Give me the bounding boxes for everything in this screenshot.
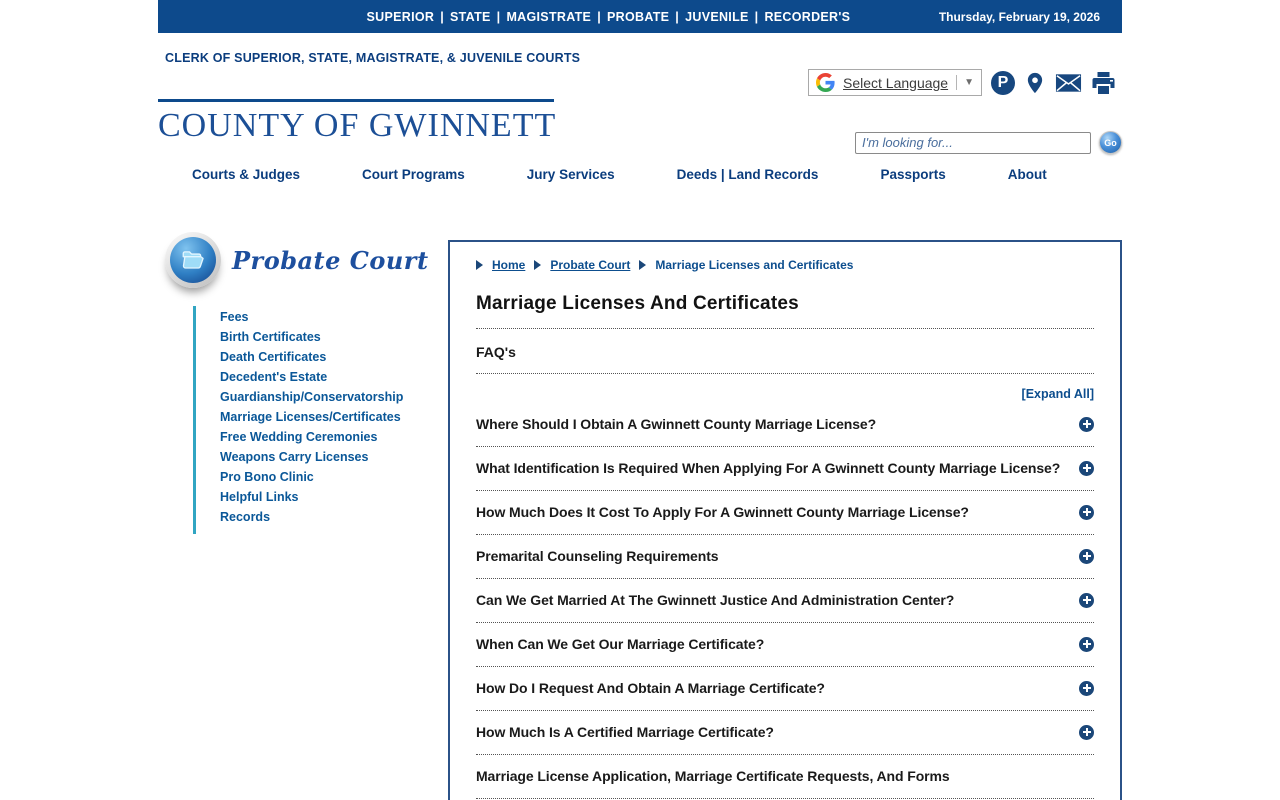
faq-question: How Do I Request And Obtain A Marriage Certificate? xyxy=(476,680,825,696)
expand-plus-icon[interactable] xyxy=(1079,681,1094,696)
link-state-court[interactable]: STATE xyxy=(450,9,491,24)
header-divider xyxy=(158,99,554,102)
sidebar-item-fees[interactable]: Fees xyxy=(220,310,249,324)
expand-plus-icon[interactable] xyxy=(1079,549,1094,564)
faq-row[interactable] xyxy=(476,623,1094,667)
section-divider xyxy=(476,373,1094,374)
faq-question: Where Should I Obtain A Gwinnett County Marriage License? xyxy=(476,416,877,432)
faq-row[interactable] xyxy=(476,579,1094,623)
link-magistrate-court[interactable]: MAGISTRATE xyxy=(506,9,592,24)
faq-section-label: FAQ's xyxy=(476,344,516,360)
language-dropdown-arrow-icon[interactable]: ▼ xyxy=(956,75,981,90)
faq-row[interactable] xyxy=(476,403,1094,447)
faq-question: Marriage License Application, Marriage Certificate Requests, And Forms xyxy=(476,768,950,784)
link-separator: | xyxy=(597,9,601,24)
nav-jury-services[interactable]: Jury Services xyxy=(526,167,615,182)
top-bar xyxy=(158,0,1122,33)
link-juvenile-court[interactable]: JUVENILE xyxy=(685,9,749,24)
location-pin-icon[interactable] xyxy=(1024,71,1046,95)
court-links xyxy=(158,10,939,24)
link-recorders-court[interactable]: RECORDER'S xyxy=(764,9,851,24)
link-separator: | xyxy=(440,9,445,24)
link-superior-court[interactable]: SUPERIOR xyxy=(366,9,435,24)
sidebar-item-guardianship-conservatorship[interactable]: Guardianship/Conservatorship xyxy=(220,390,404,404)
nav-deeds-land-records[interactable]: Deeds | Land Records xyxy=(676,167,819,182)
main-panel xyxy=(448,240,1122,800)
sidebar-item-decedents-estate[interactable]: Decedent's Estate xyxy=(220,370,328,384)
breadcrumb-arrow-icon xyxy=(534,260,541,270)
sidebar-item-weapons-carry-licenses[interactable]: Weapons Carry Licenses xyxy=(220,450,369,464)
sidebar-item-birth-certificates[interactable]: Birth Certificates xyxy=(220,330,321,344)
faq-question: When Can We Get Our Marriage Certificate? xyxy=(476,636,765,652)
breadcrumb-current-page: Marriage Licenses and Certificates xyxy=(655,258,854,272)
select-language-link[interactable]: Select Language xyxy=(843,74,949,91)
nav-about[interactable]: About xyxy=(1007,167,1047,182)
sidebar-section-title: Probate Court xyxy=(232,245,429,275)
link-separator: | xyxy=(496,9,501,24)
nav-court-programs[interactable]: Court Programs xyxy=(362,167,465,182)
expand-all-row xyxy=(476,385,1094,403)
faq-question: How Much Is A Certified Marriage Certificate? xyxy=(476,724,774,740)
faq-row[interactable] xyxy=(476,491,1094,535)
expand-plus-icon[interactable] xyxy=(1079,725,1094,740)
expand-plus-icon[interactable] xyxy=(1079,637,1094,652)
clerk-tagline: CLERK OF SUPERIOR, STATE, MAGISTRATE, & JUVENILE COURTS xyxy=(165,51,581,65)
site-search xyxy=(855,131,1122,154)
google-logo-icon xyxy=(816,73,835,92)
header-utility-row xyxy=(808,69,1116,96)
email-icon[interactable] xyxy=(1055,72,1082,94)
link-probate-court[interactable]: PROBATE xyxy=(607,9,670,24)
print-icon[interactable] xyxy=(1091,71,1116,95)
faq-question: How Much Does It Cost To Apply For A Gwinnett County Marriage License? xyxy=(476,504,969,520)
nav-courts-judges[interactable]: Courts & Judges xyxy=(192,167,301,182)
sidebar-item-helpful-links[interactable]: Helpful Links xyxy=(220,490,299,504)
main-navigation xyxy=(158,167,1122,182)
site-header xyxy=(158,33,1122,148)
faq-row[interactable] xyxy=(476,447,1094,491)
parking-icon[interactable]: P xyxy=(991,71,1015,95)
breadcrumb-probate-court[interactable]: Probate Court xyxy=(550,258,631,272)
expand-plus-icon[interactable] xyxy=(1079,505,1094,520)
faq-row[interactable] xyxy=(476,667,1094,711)
sidebar-item-pro-bono-clinic[interactable]: Pro Bono Clinic xyxy=(220,470,314,484)
section-divider xyxy=(476,328,1094,329)
search-go-button[interactable]: Go xyxy=(1099,131,1122,154)
sidebar-menu xyxy=(193,306,448,534)
link-separator: | xyxy=(754,9,759,24)
content-area xyxy=(158,232,1122,800)
current-date: Thursday, February 19, 2026 xyxy=(938,9,1100,24)
faq-row[interactable] xyxy=(476,535,1094,579)
breadcrumb xyxy=(476,258,1094,272)
breadcrumb-home[interactable]: Home xyxy=(492,258,526,272)
google-translate-widget[interactable] xyxy=(808,69,982,96)
faq-question: What Identification Is Required When Applying For A Gwinnett County Marriage License? xyxy=(476,460,1061,476)
link-separator: | xyxy=(675,9,680,24)
sidebar-item-records[interactable]: Records xyxy=(220,510,271,524)
probate-court-logo xyxy=(158,232,448,288)
sidebar-item-marriage-licenses-certificates[interactable]: Marriage Licenses/Certificates xyxy=(220,410,401,424)
sidebar-item-free-wedding-ceremonies[interactable]: Free Wedding Ceremonies xyxy=(220,430,378,444)
breadcrumb-arrow-icon xyxy=(639,260,646,270)
search-input[interactable] xyxy=(855,132,1091,154)
expand-plus-icon[interactable] xyxy=(1079,593,1094,608)
expand-all-link[interactable]: [Expand All] xyxy=(1021,387,1094,401)
expand-plus-icon[interactable] xyxy=(1079,417,1094,432)
page-container xyxy=(158,0,1122,800)
breadcrumb-arrow-icon xyxy=(476,260,483,270)
faq-question: Premarital Counseling Requirements xyxy=(476,548,719,564)
nav-passports[interactable]: Passports xyxy=(880,167,946,182)
page-title: Marriage Licenses And Certificates xyxy=(476,293,799,314)
faq-row-section-heading xyxy=(476,755,1094,799)
faq-row[interactable] xyxy=(476,711,1094,755)
sidebar xyxy=(158,232,448,534)
sidebar-item-death-certificates[interactable]: Death Certificates xyxy=(220,350,327,364)
faq-question: Can We Get Married At The Gwinnett Justice And Administration Center? xyxy=(476,592,955,608)
folder-orb-icon xyxy=(165,232,221,288)
site-logo-title[interactable]: COUNTY OF GWINNETT xyxy=(158,107,557,144)
expand-plus-icon[interactable] xyxy=(1079,461,1094,476)
